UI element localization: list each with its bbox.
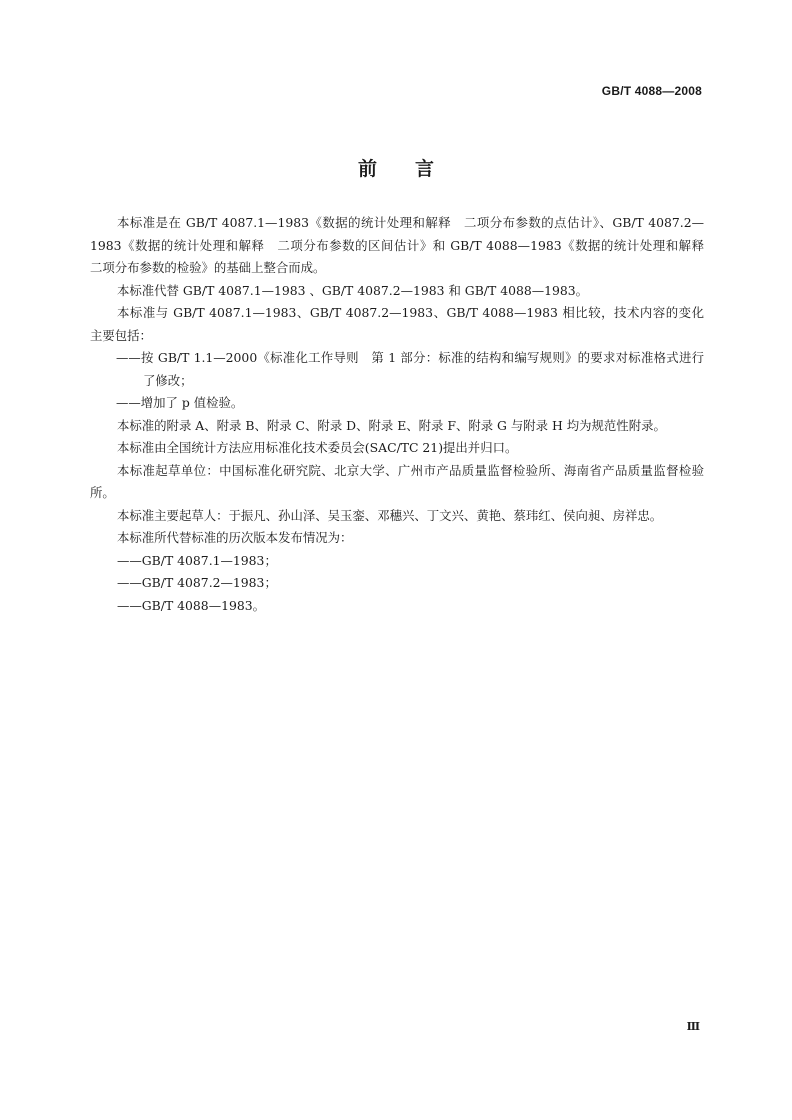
standard-number: GB/T 4088—2008 <box>601 84 702 98</box>
paragraph-changes-intro: 本标准与 GB/T 4087.1—1983、GB/T 4087.2—1983、GB/T 4088—1983 相比较，技术内容的变化主要包括： <box>90 305 704 343</box>
list-item-change-pvalue: ——增加了 p 值检验。 <box>116 395 244 410</box>
list-item-history-2: ——GB/T 4087.2—1983； <box>117 575 277 590</box>
page-title: 前言 <box>357 158 472 180</box>
paragraph-drafting-units: 本标准起草单位：中国标准化研究院、北京大学、广州市产品质量监督检验所、海南省产品质量监督检验所。 <box>90 462 704 500</box>
paragraph-proposer: 本标准由全国统计方法应用标准化技术委员会(SAC/TC 21)提出并归口。 <box>117 440 518 455</box>
paragraph-drafters: 本标准主要起草人：于振凡、孙山泽、吴玉銮、邓穗兴、丁文兴、黄艳、蔡玮红、侯向昶、房祥忠。 <box>117 507 663 523</box>
paragraph-replaces: 本标准代替 GB/T 4087.1—1983 、GB/T 4087.2—1983 和 GB/T 4088—1983。 <box>117 282 589 298</box>
list-item-history-3: ——GB/T 4088—1983。 <box>117 597 266 613</box>
list-item-change-format: ——按 GB/T 1.1—2000《标准化工作导则 第 1 部分：标准的结构和编写规则》的要求对标准格式进行了修改； <box>116 350 704 388</box>
page-number: Ⅲ <box>686 1020 700 1033</box>
paragraph-annexes: 本标准的附录 A、附录 B、附录 C、附录 D、附录 E、附录 F、附录 G 与附录 H 均为规范性附录。 <box>117 417 666 433</box>
list-item-history-1: ——GB/T 4087.1—1983； <box>117 552 277 568</box>
paragraph-basis: 本标准是在 GB/T 4087.1—1983《数据的统计处理和解释 二项分布参数的点估计》、GB/T 4087.2—1983《数据的统计处理和解释 二项分布参数的区间估计》和 GB/T 4088—1983《数据的统计处理和解释 二项分布参数的检验》的基础上整合而成。 <box>90 215 717 275</box>
foreword-body <box>90 212 717 617</box>
paragraph-history-intro: 本标准所代替标准的历次版本发布情况为： <box>117 530 353 545</box>
